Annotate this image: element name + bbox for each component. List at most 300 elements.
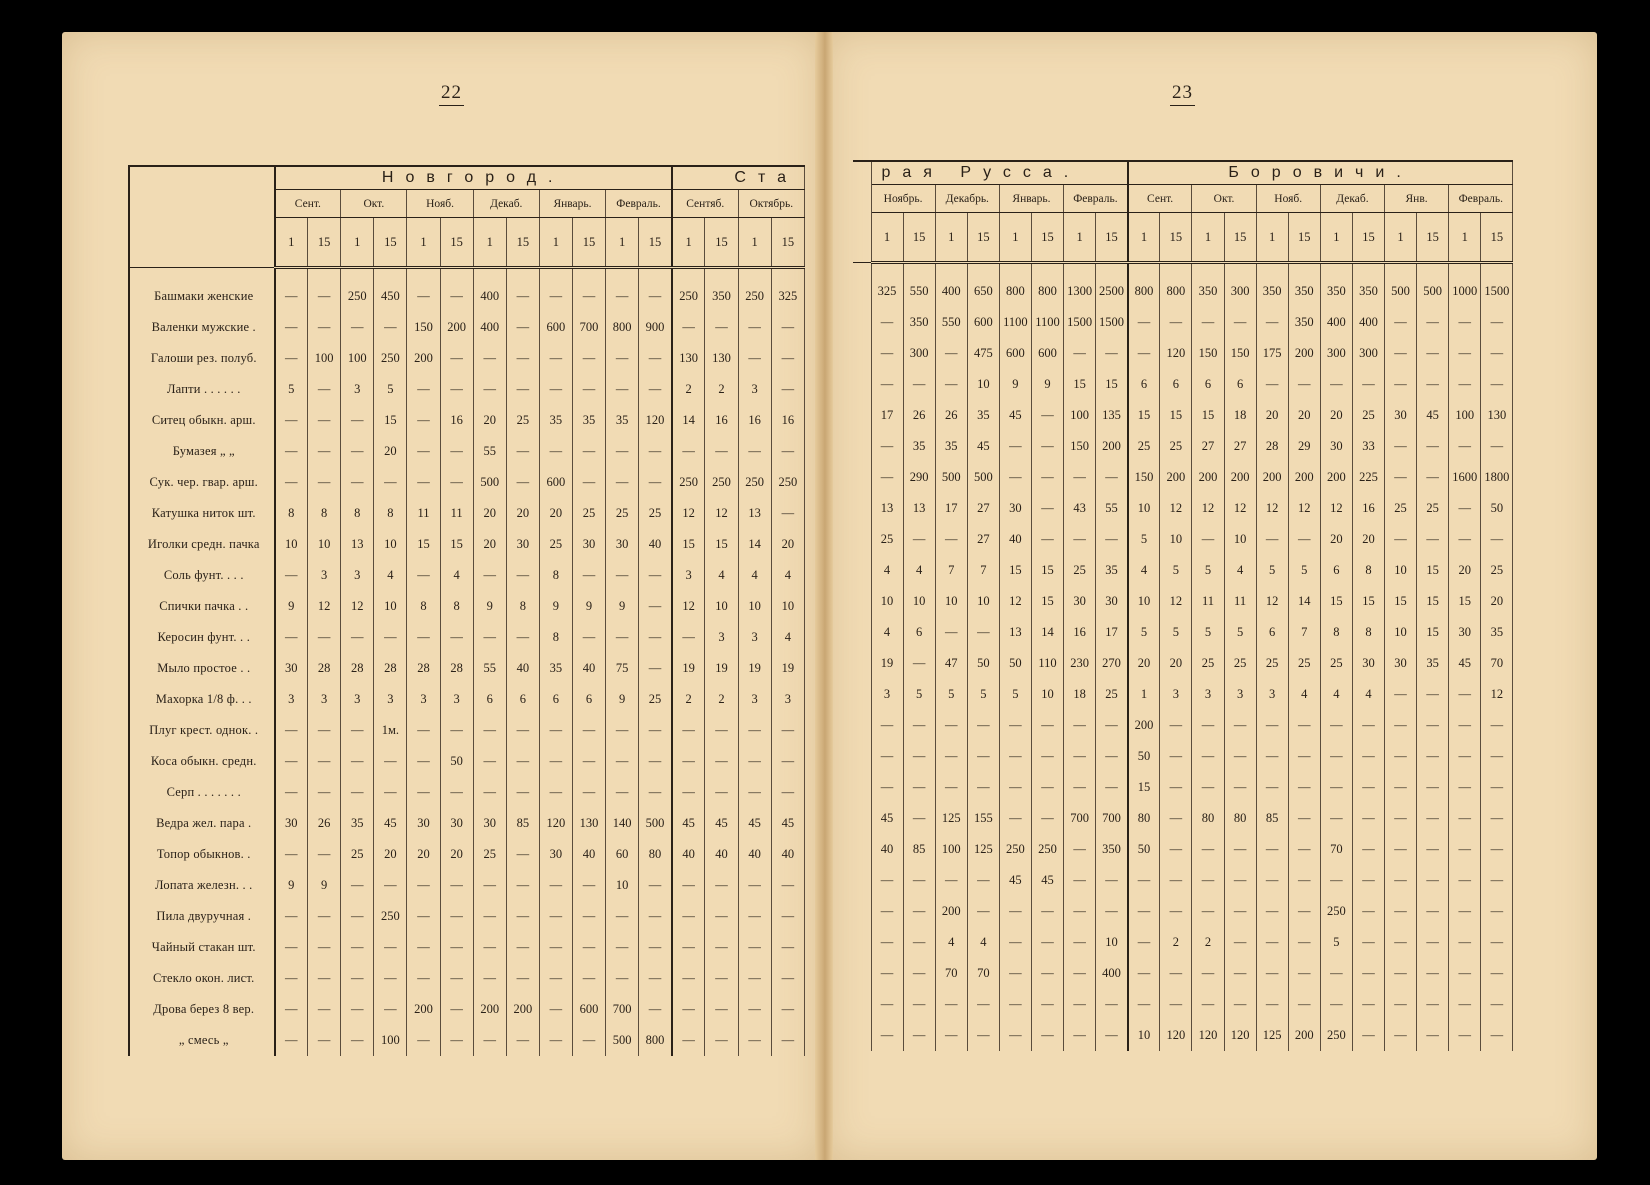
price-cell: 7 (1288, 617, 1320, 648)
price-cell: 350 (1352, 276, 1384, 307)
price-cell: — (672, 963, 705, 994)
price-cell: — (1031, 524, 1063, 555)
price-cell: — (539, 901, 572, 932)
price-cell: 45 (967, 431, 999, 462)
price-cell: — (341, 746, 374, 777)
price-cell: — (935, 617, 967, 648)
price-cell: — (639, 436, 672, 467)
price-cell: 10 (1096, 927, 1128, 958)
day-header: 1 (407, 218, 440, 268)
price-cell: 30 (506, 529, 539, 560)
price-cell: — (738, 746, 771, 777)
price-cell: — (871, 307, 903, 338)
price-cell: — (999, 803, 1031, 834)
price-cell: — (341, 870, 374, 901)
price-cell: 4 (771, 622, 804, 653)
price-cell: 30 (1352, 648, 1384, 679)
price-cell: 100 (374, 1025, 407, 1056)
price-cell: 40 (639, 529, 672, 560)
price-cell: 3 (308, 684, 341, 715)
price-cell: 28 (407, 653, 440, 684)
price-cell: 350 (1320, 276, 1352, 307)
price-cell: — (606, 467, 639, 498)
price-cell: — (738, 963, 771, 994)
price-cell: — (407, 901, 440, 932)
price-cell: — (572, 436, 605, 467)
price-cell: — (672, 715, 705, 746)
price-cell: — (1481, 989, 1513, 1020)
price-cell: — (999, 958, 1031, 989)
price-cell: 8 (374, 498, 407, 529)
price-cell: — (374, 312, 407, 343)
price-cell: — (771, 436, 804, 467)
price-cell: — (1160, 834, 1192, 865)
price-cell: 17 (871, 400, 903, 431)
day-header: 15 (639, 218, 672, 268)
price-cell: — (572, 622, 605, 653)
commodity-label: Ситец обыкн. арш. (129, 405, 275, 436)
price-cell: — (440, 994, 473, 1025)
price-cell: 1500 (1096, 307, 1128, 338)
price-cell: — (506, 374, 539, 405)
row-margin (853, 865, 871, 896)
row-margin (853, 927, 871, 958)
price-cell: 250 (705, 467, 738, 498)
price-cell: — (1288, 896, 1320, 927)
price-cell: — (1449, 865, 1481, 896)
price-cell: 135 (1096, 400, 1128, 431)
price-cell: — (1449, 369, 1481, 400)
table-row (129, 777, 805, 808)
commodity-label: Коса обыкн. средн. (129, 746, 275, 777)
table-row (129, 281, 805, 312)
price-cell: — (473, 963, 506, 994)
price-cell: — (903, 896, 935, 927)
price-cell: — (341, 777, 374, 808)
price-cell: 30 (539, 839, 572, 870)
table-row (853, 958, 1513, 989)
price-cell: 30 (473, 808, 506, 839)
month-header: Нояб. (407, 190, 473, 218)
price-cell: — (903, 803, 935, 834)
price-cell: 3 (1192, 679, 1224, 710)
price-cell: — (1320, 958, 1352, 989)
price-cell: 5 (935, 679, 967, 710)
price-cell: 25 (639, 684, 672, 715)
price-cell: 80 (1224, 803, 1256, 834)
price-cell: 20 (1449, 555, 1481, 586)
price-cell: — (1192, 772, 1224, 803)
price-cell: — (672, 932, 705, 963)
price-cell: — (1385, 369, 1417, 400)
price-cell: — (606, 746, 639, 777)
table-row (129, 839, 805, 870)
table-row (853, 648, 1513, 679)
price-cell: 25 (1288, 648, 1320, 679)
price-cell: 50 (999, 648, 1031, 679)
price-cell: 45 (771, 808, 804, 839)
price-cell: 55 (473, 436, 506, 467)
price-cell: — (1096, 524, 1128, 555)
price-cell: — (341, 436, 374, 467)
price-cell: 350 (1288, 307, 1320, 338)
price-cell: — (771, 963, 804, 994)
price-cell: — (871, 896, 903, 927)
price-cell: — (1256, 369, 1288, 400)
price-cell: 500 (606, 1025, 639, 1056)
row-margin (853, 741, 871, 772)
price-cell: 1м. (374, 715, 407, 746)
region-header-novgorod: Новгород. (275, 166, 672, 190)
table-row (853, 1020, 1513, 1051)
price-cell: — (374, 622, 407, 653)
table-row (853, 989, 1513, 1020)
table-row (853, 276, 1513, 307)
price-cell: — (572, 932, 605, 963)
price-cell: — (1449, 431, 1481, 462)
price-cell: — (1224, 307, 1256, 338)
price-cell: — (539, 994, 572, 1025)
price-cell: — (308, 281, 341, 312)
price-cell: 8 (1352, 555, 1384, 586)
price-cell: 10 (705, 591, 738, 622)
price-cell: 8 (440, 591, 473, 622)
price-cell: 20 (473, 529, 506, 560)
row-margin (853, 679, 871, 710)
day-header: 1 (1128, 213, 1160, 263)
price-cell: — (705, 994, 738, 1025)
price-cell: — (935, 772, 967, 803)
price-cell: 12 (1224, 493, 1256, 524)
price-cell: — (871, 741, 903, 772)
price-cell: — (506, 715, 539, 746)
price-cell: 9 (308, 870, 341, 901)
price-cell: — (1449, 307, 1481, 338)
price-cell: 200 (440, 312, 473, 343)
price-cell: — (1449, 710, 1481, 741)
price-cell: 5 (1256, 555, 1288, 586)
price-cell: — (1417, 834, 1449, 865)
row-margin (853, 307, 871, 338)
price-cell: — (999, 772, 1031, 803)
price-cell: — (738, 901, 771, 932)
price-cell: — (1449, 927, 1481, 958)
price-cell: 20 (374, 839, 407, 870)
price-cell: 70 (1320, 834, 1352, 865)
price-cell: 35 (1481, 617, 1513, 648)
table-row (853, 338, 1513, 369)
price-cell: 5 (1192, 617, 1224, 648)
price-cell: 500 (1417, 276, 1449, 307)
price-cell: — (903, 958, 935, 989)
price-cell: 250 (672, 467, 705, 498)
price-cell: — (539, 343, 572, 374)
row-margin (853, 431, 871, 462)
month-header: Сентяб. (672, 190, 738, 218)
price-cell: — (275, 994, 308, 1025)
price-cell: — (1449, 772, 1481, 803)
price-cell: — (1256, 772, 1288, 803)
price-cell: 10 (308, 529, 341, 560)
commodity-label: Галоши рез. полуб. (129, 343, 275, 374)
price-cell: — (1385, 834, 1417, 865)
price-cell: — (539, 374, 572, 405)
price-cell: 230 (1064, 648, 1096, 679)
price-cell: 70 (967, 958, 999, 989)
price-cell: — (308, 1025, 341, 1056)
price-cell: — (705, 746, 738, 777)
month-header: Февраль. (606, 190, 672, 218)
price-cell: 125 (1256, 1020, 1288, 1051)
price-cell: 20 (1256, 400, 1288, 431)
price-cell: 200 (473, 994, 506, 1025)
price-cell: 16 (771, 405, 804, 436)
price-cell: — (407, 281, 440, 312)
price-cell: 45 (705, 808, 738, 839)
month-header: Ноябрь. (871, 185, 935, 213)
price-cell: — (1352, 958, 1384, 989)
price-cell: — (1064, 741, 1096, 772)
price-cell: — (275, 467, 308, 498)
month-header: Февраль. (1449, 185, 1513, 213)
price-cell: — (903, 524, 935, 555)
table-row (129, 1025, 805, 1056)
price-cell: 20 (1481, 586, 1513, 617)
price-cell: 2 (1192, 927, 1224, 958)
price-cell: 12 (672, 591, 705, 622)
price-cell: 3 (738, 622, 771, 653)
price-cell: — (738, 312, 771, 343)
price-cell: 4 (871, 617, 903, 648)
price-cell: 50 (1128, 834, 1160, 865)
month-header: Сент. (275, 190, 341, 218)
table-row (129, 498, 805, 529)
price-cell: — (1128, 307, 1160, 338)
price-cell: 600 (539, 312, 572, 343)
price-cell: 7 (935, 555, 967, 586)
price-cell: 130 (1481, 400, 1513, 431)
day-header: 15 (967, 213, 999, 263)
price-cell: — (935, 741, 967, 772)
price-cell: — (308, 901, 341, 932)
price-cell: — (374, 932, 407, 963)
price-cell: — (1256, 710, 1288, 741)
price-cell: — (539, 281, 572, 312)
price-cell: — (1481, 865, 1513, 896)
price-cell: — (1449, 834, 1481, 865)
price-cell: 350 (903, 307, 935, 338)
price-cell: — (1064, 338, 1096, 369)
price-cell: — (1031, 772, 1063, 803)
price-cell: — (539, 436, 572, 467)
price-cell: 225 (1352, 462, 1384, 493)
table-row (129, 622, 805, 653)
price-cell: — (771, 343, 804, 374)
price-cell: — (967, 1020, 999, 1051)
price-cell: 28 (374, 653, 407, 684)
price-cell: 15 (1128, 400, 1160, 431)
price-cell: — (1256, 958, 1288, 989)
price-cell: — (473, 343, 506, 374)
price-cell: 19 (705, 653, 738, 684)
price-cell: — (275, 746, 308, 777)
price-cell: — (308, 777, 341, 808)
price-cell: 120 (1192, 1020, 1224, 1051)
price-cell: — (1417, 307, 1449, 338)
page-number-right: 23 (1170, 82, 1195, 106)
price-cell: — (440, 715, 473, 746)
price-cell: — (871, 989, 903, 1020)
price-cell: 12 (1288, 493, 1320, 524)
price-cell: 45 (738, 808, 771, 839)
price-cell: — (473, 560, 506, 591)
price-cell: 4 (1352, 679, 1384, 710)
month-header: Январь. (539, 190, 605, 218)
price-cell: — (1031, 896, 1063, 927)
price-cell: — (1064, 1020, 1096, 1051)
price-cell: — (639, 591, 672, 622)
price-cell: — (1385, 772, 1417, 803)
price-cell: 8 (539, 560, 572, 591)
day-header: 15 (1160, 213, 1192, 263)
price-cell: 29 (1288, 431, 1320, 462)
price-cell: — (572, 870, 605, 901)
price-cell: — (935, 865, 967, 896)
price-cell: 4 (967, 927, 999, 958)
row-margin (853, 369, 871, 400)
price-cell: 85 (903, 834, 935, 865)
price-cell: 40 (506, 653, 539, 684)
price-cell: — (1352, 369, 1384, 400)
price-cell: — (1385, 865, 1417, 896)
price-cell: 120 (1224, 1020, 1256, 1051)
price-cell: — (672, 994, 705, 1025)
price-cell: — (672, 901, 705, 932)
price-cell: — (672, 1025, 705, 1056)
commodity-label: Соль фунт. . . . (129, 560, 275, 591)
price-cell: — (1417, 772, 1449, 803)
price-cell: — (1224, 834, 1256, 865)
price-cell: 15 (705, 529, 738, 560)
price-cell: 2500 (1096, 276, 1128, 307)
day-header: 15 (1224, 213, 1256, 263)
price-cell: 10 (1128, 586, 1160, 617)
price-cell: — (1417, 369, 1449, 400)
price-cell: — (771, 994, 804, 1025)
price-cell: — (407, 746, 440, 777)
price-cell: — (1481, 710, 1513, 741)
price-cell: — (1385, 338, 1417, 369)
price-cell: — (771, 715, 804, 746)
price-cell: 45 (374, 808, 407, 839)
price-cell: — (407, 436, 440, 467)
price-cell: — (1256, 741, 1288, 772)
price-cell: 10 (1224, 524, 1256, 555)
price-cell: — (672, 436, 705, 467)
price-cell: — (407, 405, 440, 436)
price-cell: — (1192, 710, 1224, 741)
price-cell: 35 (572, 405, 605, 436)
price-cell: — (705, 312, 738, 343)
price-cell: — (1320, 989, 1352, 1020)
price-cell: — (672, 777, 705, 808)
price-cell: — (672, 746, 705, 777)
price-cell: 700 (1096, 803, 1128, 834)
price-cell: 100 (341, 343, 374, 374)
price-cell: — (308, 312, 341, 343)
price-cell: — (506, 1025, 539, 1056)
price-cell: — (473, 622, 506, 653)
price-cell: — (1417, 896, 1449, 927)
price-cell: — (1417, 462, 1449, 493)
price-cell: — (407, 467, 440, 498)
price-cell: 20 (1352, 524, 1384, 555)
price-cell: 100 (1449, 400, 1481, 431)
price-cell: — (440, 281, 473, 312)
table-row (853, 400, 1513, 431)
price-cell: — (738, 715, 771, 746)
price-cell: — (341, 715, 374, 746)
price-cell: — (1320, 772, 1352, 803)
price-cell: 130 (705, 343, 738, 374)
price-cell: 50 (440, 746, 473, 777)
price-cell: — (1417, 338, 1449, 369)
row-margin (853, 989, 871, 1020)
row-margin (853, 896, 871, 927)
price-cell: 250 (1320, 1020, 1352, 1051)
price-cell: 400 (1320, 307, 1352, 338)
day-header: 1 (606, 218, 639, 268)
day-header: 1 (1320, 213, 1352, 263)
price-cell: 10 (967, 369, 999, 400)
price-cell: — (999, 1020, 1031, 1051)
price-cell: — (1320, 710, 1352, 741)
price-cell: — (903, 710, 935, 741)
price-cell: 10 (935, 586, 967, 617)
price-cell: 5 (1288, 555, 1320, 586)
price-cell: — (999, 741, 1031, 772)
price-cell: — (871, 958, 903, 989)
price-cell: 700 (1064, 803, 1096, 834)
price-cell: — (1481, 369, 1513, 400)
price-cell: 27 (1224, 431, 1256, 462)
price-cell: — (506, 281, 539, 312)
price-cell: 4 (771, 560, 804, 591)
row-margin (853, 400, 871, 431)
price-cell: — (374, 777, 407, 808)
price-cell: 10 (1128, 493, 1160, 524)
price-cell: 325 (771, 281, 804, 312)
price-cell: — (705, 777, 738, 808)
price-cell: 150 (1192, 338, 1224, 369)
table-row (129, 405, 805, 436)
price-cell: 500 (473, 467, 506, 498)
table-row (853, 741, 1513, 772)
price-cell: 120 (1160, 338, 1192, 369)
price-cell: 80 (1128, 803, 1160, 834)
price-cell: 20 (440, 839, 473, 870)
price-cell: 30 (999, 493, 1031, 524)
price-cell: — (275, 281, 308, 312)
day-header: 1 (1385, 213, 1417, 263)
price-cell: 13 (341, 529, 374, 560)
day-header: 1 (1192, 213, 1224, 263)
price-cell: — (999, 431, 1031, 462)
price-cell: 15 (1449, 586, 1481, 617)
price-cell: — (1320, 741, 1352, 772)
price-cell: — (341, 1025, 374, 1056)
price-cell: — (572, 901, 605, 932)
